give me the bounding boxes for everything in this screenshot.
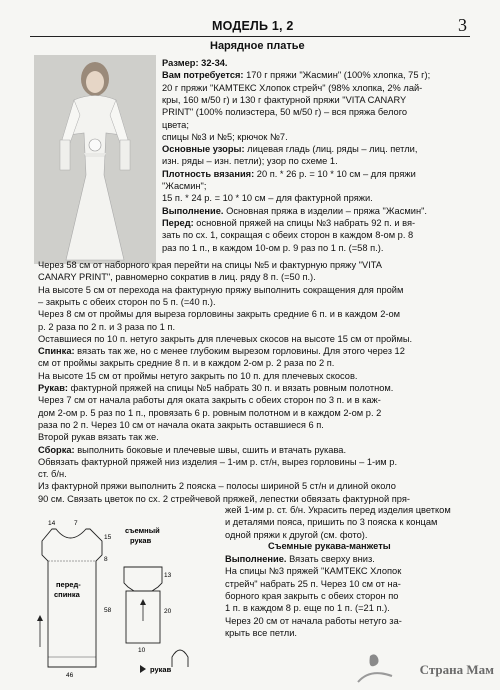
text-line xyxy=(38,469,67,481)
line-text: Обвязать фактурной пряжей низ изделия – 1-им р. ст/н, вырез горловины – 1-им р. xyxy=(38,456,398,467)
text-line xyxy=(162,243,383,255)
line-text: Через 20 см от начала работы нетугo за- xyxy=(225,615,402,626)
text-line xyxy=(225,517,437,529)
text-line xyxy=(38,457,397,469)
line-text: 1 п. в каждом 8 р. еще по 1 п. (=21 п.). xyxy=(225,603,390,614)
line-text: раз по 1 п., в каждом 10-ом р. 9 раз по 1 п. (=58 п.). xyxy=(162,242,384,253)
text-line xyxy=(38,297,216,309)
text-line xyxy=(38,309,400,321)
line-text: стрейч" набрать 25 п. Через 10 см от на- xyxy=(225,578,401,589)
text-line xyxy=(162,230,413,242)
text-line xyxy=(162,120,189,132)
text-line xyxy=(162,83,422,95)
line-text: Второй рукав вязать так же. xyxy=(38,432,159,443)
text-line xyxy=(38,494,410,506)
line-text: 15 п. * 24 р. = 10 * 10 см – для фактурной пряжи. xyxy=(162,193,373,204)
dim-58: 58 xyxy=(104,607,112,614)
line-text: Основная пряжа в изделии – пряжа "Жасмин". xyxy=(223,205,427,216)
line-text: Через 7 см от начала работы для оката закрыть с обеих сторон по 3 п. и в каж- xyxy=(38,395,381,406)
line-text: р. 2 раза по 2 п. и 3 раза по 1 п. xyxy=(38,321,176,332)
line-text: выполнить боковые и плечевые швы, сшить и втачать рукава. xyxy=(74,444,347,455)
text-line xyxy=(38,322,175,334)
sleeve-label-2: рукав xyxy=(130,536,152,545)
line-text: На спицы №3 пряжей "КАМТЕКС Хлопок xyxy=(225,566,402,577)
text-line xyxy=(162,206,427,218)
line-text: На высоте 15 см от проймы нетугo закрыть по 10 п. для плечевых скосов. xyxy=(38,370,358,381)
page-number: 3 xyxy=(458,15,467,35)
line-text: 170 г пряжи "Жасмин" (100% хлопка, 75 г); xyxy=(243,70,431,81)
text-line xyxy=(162,95,406,107)
dim-8: 8 xyxy=(104,556,108,563)
text-line xyxy=(38,260,382,272)
dim-46: 46 xyxy=(66,672,74,679)
watermark-logo xyxy=(330,648,500,690)
bold-lead: Вам потребуется: xyxy=(162,70,244,81)
text-line xyxy=(162,58,228,70)
front-label-2: спинка xyxy=(54,590,80,599)
line-text: 20 п. * 26 р. = 10 * 10 см – для пряжи xyxy=(254,168,416,179)
watermark-figure-icon xyxy=(370,654,379,666)
text-line xyxy=(38,395,381,407)
text-line xyxy=(38,334,412,346)
girl-in-dress-image xyxy=(34,55,156,264)
line-text: На высоте 5 см от перехода на фактурную пряжу выполнить сокращения для пройм xyxy=(38,284,404,295)
watermark-text: Страна Мам xyxy=(419,662,494,677)
text-line xyxy=(162,132,288,144)
text-line xyxy=(38,272,316,284)
dim-13: 13 xyxy=(164,572,172,579)
text-line xyxy=(225,505,451,517)
bold-lead: Размер: 32-34. xyxy=(162,58,228,68)
text-line xyxy=(225,591,398,603)
line-text: Оставшиеся по 10 п. нетугo закрыть для плечевых скосов на высоте 15 см от проймы. xyxy=(38,333,413,344)
text-line xyxy=(162,144,417,156)
line-text: борного края закрыть с обеих сторон по xyxy=(225,590,399,601)
header-rule xyxy=(30,36,470,37)
line-text: основной пряжей на спицы №3 набрать 92 п. и вя- xyxy=(193,217,416,228)
text-line xyxy=(162,107,407,119)
text-line xyxy=(225,628,297,640)
model-title: МОДЕЛЬ 1, 2 xyxy=(212,19,294,33)
line-text: кры, 160 м/50 г) и 130 г фактурной пряжи "VITA CANARY xyxy=(162,94,407,105)
text-line xyxy=(225,603,390,615)
line-text: "Жасмин"; xyxy=(162,181,207,191)
line-text: Через 58 см от наборного края перейти на спицы №5 и фактурную пряжу "VITA xyxy=(38,260,382,270)
text-line xyxy=(225,566,401,578)
text-line xyxy=(162,169,416,181)
cuffs-section-title: Съемные рукава-манжеты xyxy=(268,541,391,551)
text-line xyxy=(38,383,393,395)
dress-photo xyxy=(34,55,156,264)
text-line xyxy=(38,420,324,432)
sleeve-label-1: съемный xyxy=(125,526,160,535)
dim-15: 15 xyxy=(104,534,112,541)
line-text: вязать так же, но с менее глубоким вырезом горловины. Для этого через 12 xyxy=(74,346,405,357)
text-line xyxy=(38,285,403,297)
dim-14: 14 xyxy=(48,520,56,527)
line-text: дом 2-ом р. 5 раз по 1 п., провязать 6 р. ровным полотном и в каждом 2-ом р. 2 xyxy=(38,407,382,418)
cuff-outline xyxy=(172,650,188,667)
pattern-diagram xyxy=(30,517,200,682)
text-line xyxy=(38,346,405,358)
bold-lead: Спинка: xyxy=(38,346,75,357)
text-line xyxy=(225,554,375,566)
line-text: ст. б/н. xyxy=(38,469,67,480)
line-text: Через 8 см от проймы для выреза горловины закрыть средние 6 п. и в каждом 2-ом xyxy=(38,309,401,320)
line-text: 20 г пряжи "КАМТЕКС Хлопок стрейч" (98% хлопка, 2% лай- xyxy=(162,82,423,93)
line-text: фактурной пряжей на спицы №5 набрать 30 п. и вязать ровным полотном. xyxy=(68,383,394,393)
line-text: и деталями пояса, пришить по 3 пояска к концам xyxy=(225,517,438,528)
dim-10: 10 xyxy=(138,647,146,654)
bold-lead: Рукав: xyxy=(38,383,69,393)
line-text: цвета; xyxy=(162,119,189,130)
text-line xyxy=(38,371,358,383)
text-line xyxy=(38,358,334,370)
text-line xyxy=(162,156,338,168)
dim-7: 7 xyxy=(74,520,78,527)
line-text: одной пряжи к другой (см. фото). xyxy=(225,529,368,540)
text-line xyxy=(162,218,415,230)
line-text: лицевая гладь (лиц. ряды – лиц. петли, xyxy=(244,144,418,155)
bold-lead: Выполнение. xyxy=(225,554,287,564)
cuff-label: рукав xyxy=(150,665,172,674)
bold-lead: Сборка: xyxy=(38,444,75,455)
dress-title: Нарядное платье xyxy=(210,40,305,52)
line-text: – закрыть с обеих сторон по 5 п. (=40 п.). xyxy=(38,296,216,307)
line-text: раза по 2 п. Через 10 см от начала оката закрыть оставшиеся 6 п. xyxy=(38,419,324,430)
text-line xyxy=(162,193,373,205)
line-text: CANARY PRINT", равномерно сократив в лиц. ряду 8 п. (=50 п.). xyxy=(38,272,316,283)
text-line xyxy=(162,181,206,193)
bold-lead: Плотность вязания: xyxy=(162,168,255,179)
line-text: PRINT" (100% полиэстера, 50 м/50 г) – вся пряжа белого xyxy=(162,107,408,118)
sleeve-cap-outline xyxy=(124,567,162,591)
line-text: жей 1-им р. ст. б/н. Украсить перед изделия цветком xyxy=(225,505,451,515)
text-line xyxy=(225,530,367,542)
line-text: Вязать сверху вниз. xyxy=(286,554,375,564)
bold-lead: Основные узоры: xyxy=(162,144,245,155)
front-label-1: перед- xyxy=(56,580,81,589)
line-text: крыть все петли. xyxy=(225,627,297,638)
line-text: зать по сх. 1, сокращая с обеих сторон в каждом 8-ом р. 8 xyxy=(162,230,414,241)
text-line xyxy=(38,408,381,420)
text-line xyxy=(38,445,346,457)
text-line xyxy=(38,432,159,444)
line-text: см от проймы закрыть средние 8 п. и в каждом 2-ом р. 2 раза по 2 п. xyxy=(38,358,335,369)
bold-lead: Перед: xyxy=(162,217,194,228)
line-text: Из фактурной пряжи выполнить 2 пояска – полосы шириной 5 ст/н и длиной около xyxy=(38,481,396,492)
line-text: 90 см. Связать цветок по сх. 2 стрейчевой пряжей, лепестки обвязать фактурной пря- xyxy=(38,493,410,504)
dim-20: 20 xyxy=(164,608,172,615)
bold-lead: Выполнение. xyxy=(162,205,224,216)
line-text: спицы №3 и №5; крючок №7. xyxy=(162,131,288,142)
text-line xyxy=(225,616,402,628)
line-text: изн. ряды – изн. петли); узор по схеме 1. xyxy=(162,156,338,167)
text-line xyxy=(38,481,396,493)
text-line xyxy=(162,70,430,82)
text-line xyxy=(225,579,401,591)
